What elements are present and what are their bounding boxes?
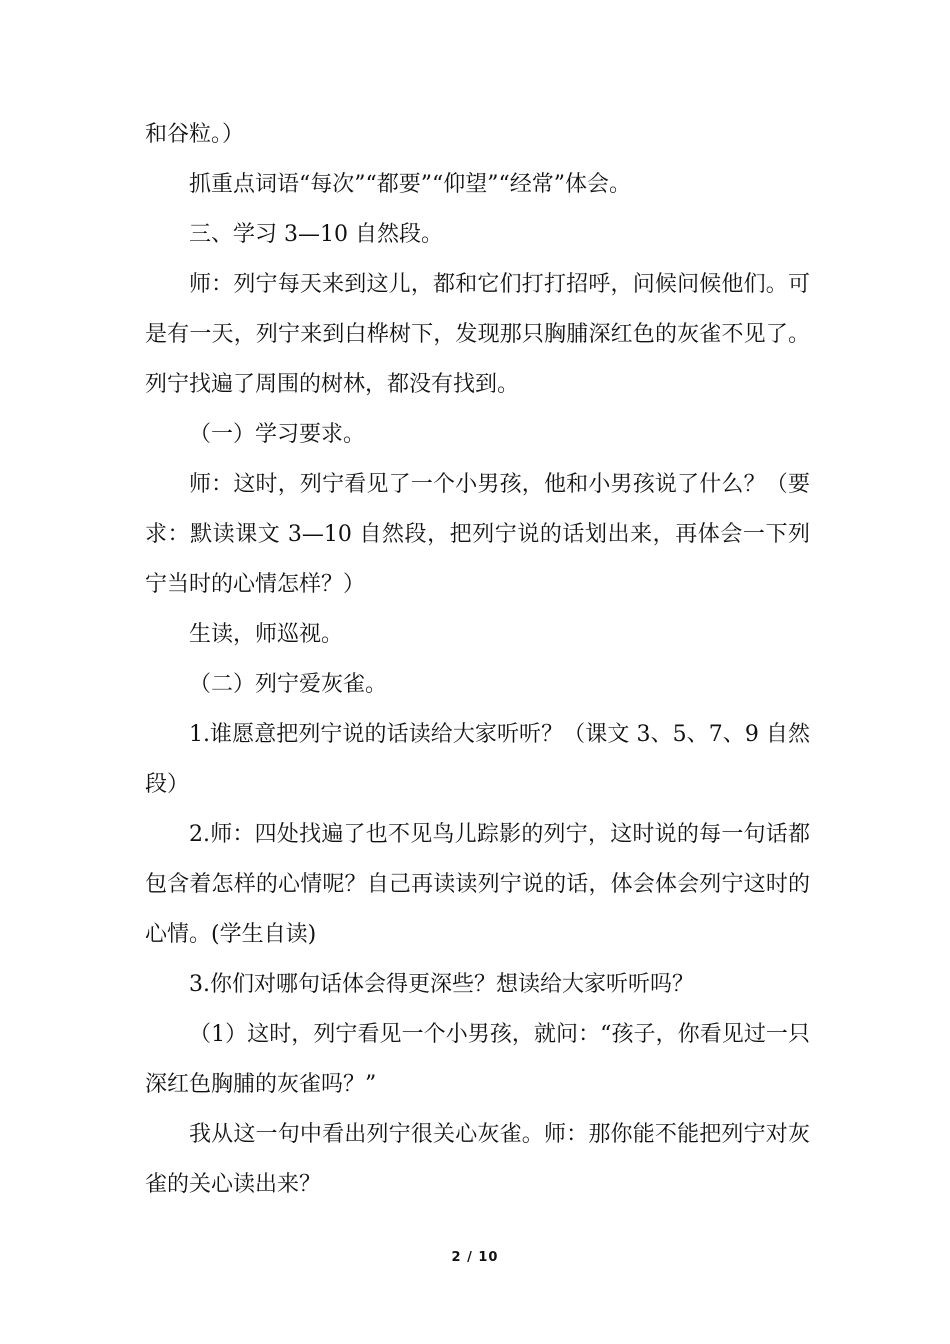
page-number: 2 / 10: [451, 1250, 499, 1265]
sub-item-one: （1）这时，列宁看见一个小男孩，就问：“孩子，你看见过一只深红色胸脯的灰雀吗？”: [145, 1022, 810, 1097]
section-heading-three: 三、学习 3—10 自然段。: [189, 222, 443, 247]
paragraph-student-response: 我从这一句中看出列宁很关心灰雀。师：那你能不能把列宁对灰雀的关心读出来？: [145, 1122, 810, 1197]
paragraph-continuation: 和谷粒。）: [145, 122, 245, 147]
list-item-one: 1.谁愿意把列宁说的话读给大家听听？（课文 3、5、7、9 自然段）: [145, 722, 810, 797]
document-body: [145, 110, 810, 1210]
paragraph-key-words: 抓重点词语“每次”“都要”“仰望”“经常”体会。: [189, 172, 631, 197]
paragraph-teacher-intro: 师：列宁每天来到这儿，都和它们打打招呼，问候问候他们。可是有一天，列宁来到白桦树下，发现那只胸脯深红色的灰雀不见了。列宁找遍了周围的树林，都没有找到。: [145, 272, 810, 397]
paragraph-teacher-question: 师：这时，列宁看见了一个小男孩，他和小男孩说了什么？（要求：默读课文 3—10 自然段，把列宁说的话划出来，再体会一下列宁当时的心情怎样？）: [145, 472, 810, 597]
list-item-two: 2.师：四处找遍了也不见鸟儿踪影的列宁，这时说的每一句话都包含着怎样的心情呢？自己再读读列宁说的话，体会体会列宁这时的心情。(学生自读): [145, 822, 810, 947]
paragraph-students-read: 生读，师巡视。: [189, 622, 344, 647]
subsection-heading-two: （二）列宁爱灰雀。: [189, 672, 388, 697]
subsection-heading-one: （一）学习要求。: [189, 422, 366, 447]
list-item-three: 3.你们对哪句话体会得更深些？想读给大家听听吗？: [189, 972, 694, 997]
